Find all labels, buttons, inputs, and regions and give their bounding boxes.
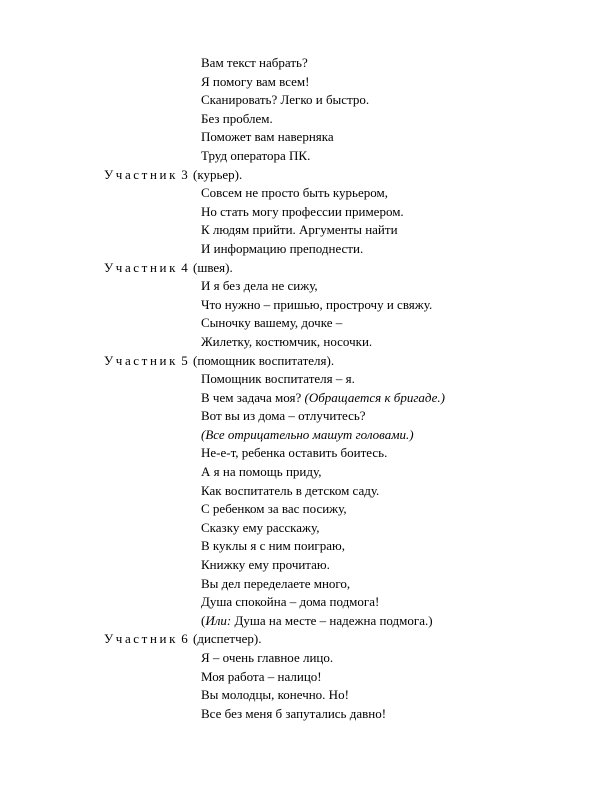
verse-text: Душа спокойна – дома подмога! bbox=[201, 594, 380, 610]
stage-direction: (Обращается к бригаде.) bbox=[304, 389, 445, 405]
verse-text: В чем задача моя? bbox=[201, 389, 305, 405]
speaker-name: Участник bbox=[104, 631, 178, 647]
verse-text: В куклы я с ним поиграю, bbox=[201, 538, 345, 554]
verse-line bbox=[0, 463, 612, 482]
verse-line bbox=[0, 184, 612, 203]
speaker-line bbox=[0, 166, 612, 185]
verse-line bbox=[0, 389, 612, 408]
verse-text: Вам текст набрать? bbox=[201, 55, 308, 70]
speaker-role: (помощник воспитателя). bbox=[193, 352, 335, 368]
speaker-line bbox=[0, 352, 612, 371]
verse-text: Книжку ему прочитаю. bbox=[201, 557, 330, 573]
verse-text: ( bbox=[201, 612, 206, 628]
verse-line bbox=[0, 110, 612, 129]
verse-text: Не-е-т, ребенка оставить боитесь. bbox=[201, 445, 388, 461]
verse-line bbox=[0, 407, 612, 426]
verse-line bbox=[0, 128, 612, 147]
speaker-line bbox=[0, 259, 612, 278]
verse-text: Жилетку, костюмчик, носочки. bbox=[201, 333, 373, 349]
verse-text: С ребенком за вас посижу, bbox=[201, 501, 347, 517]
verse-text: Помощник воспитателя – я. bbox=[201, 371, 355, 387]
verse-line bbox=[0, 73, 612, 92]
stage-direction: Или: bbox=[205, 612, 232, 628]
verse-text: Совсем не просто быть курьером, bbox=[201, 185, 388, 201]
verse-line bbox=[0, 91, 612, 110]
verse-text: Все без меня б запутались давно! bbox=[201, 705, 387, 721]
speaker-number: 3 bbox=[181, 166, 188, 182]
verse-text: Сканировать? Легко и быстро. bbox=[201, 92, 370, 108]
verse-line bbox=[0, 649, 612, 668]
verse-line bbox=[0, 333, 612, 352]
verse-line bbox=[0, 575, 612, 594]
verse-text: Сыночку вашему, дочке – bbox=[201, 315, 343, 331]
speaker-role: (курьер). bbox=[193, 166, 243, 182]
speaker-line bbox=[0, 630, 612, 649]
speaker-name: Участник bbox=[104, 166, 178, 182]
verse-text: И информацию преподнести. bbox=[201, 240, 364, 256]
verse-line bbox=[0, 593, 612, 612]
verse-text: Как воспитатель в детском саду. bbox=[201, 482, 380, 498]
verse-text: Труд оператора ПК. bbox=[201, 147, 311, 163]
speaker-number: 4 bbox=[181, 259, 188, 275]
verse-line bbox=[0, 519, 612, 538]
verse-line bbox=[0, 482, 612, 501]
verse-line bbox=[0, 686, 612, 705]
verse-text: Душа на месте – надежна подмога.) bbox=[231, 612, 433, 628]
verse-line bbox=[0, 370, 612, 389]
verse-line bbox=[0, 147, 612, 166]
verse-line bbox=[0, 54, 612, 73]
verse-text: Вы дел переделаете много, bbox=[201, 575, 351, 591]
speaker-role: (швея). bbox=[193, 259, 233, 275]
speaker-name: Участник bbox=[104, 352, 178, 368]
verse-text: Я – очень главное лицо. bbox=[201, 650, 334, 665]
speaker-role: (диспетчер). bbox=[193, 631, 262, 647]
verse-text: Поможет вам наверняка bbox=[201, 129, 334, 145]
verse-line bbox=[0, 612, 612, 631]
verse-line bbox=[0, 277, 612, 296]
verse-text: А я на помощь приду, bbox=[201, 464, 322, 480]
verse-line bbox=[0, 444, 612, 463]
verse-line bbox=[0, 556, 612, 575]
verse-text: Сказку ему расскажу, bbox=[201, 519, 320, 535]
script-text bbox=[0, 54, 612, 723]
verse-line bbox=[0, 537, 612, 556]
verse-line bbox=[0, 296, 612, 315]
verse-text: Я помогу вам всем! bbox=[201, 73, 310, 89]
stage-direction: (Все отрицательно машут головами.) bbox=[201, 426, 414, 442]
verse-line bbox=[0, 240, 612, 259]
verse-line bbox=[0, 426, 612, 445]
verse-line bbox=[0, 705, 612, 724]
verse-line bbox=[0, 203, 612, 222]
verse-text: Что нужно – пришью, прострочу и свяжу. bbox=[201, 296, 433, 312]
verse-text: Вы молодцы, конечно. Но! bbox=[201, 687, 349, 703]
verse-text: Моя работа – налицо! bbox=[201, 668, 322, 684]
verse-line bbox=[0, 500, 612, 519]
verse-line bbox=[0, 221, 612, 240]
speaker-number: 5 bbox=[181, 352, 188, 368]
verse-text: Вот вы из дома – отлучитесь? bbox=[201, 408, 366, 424]
speaker-number: 6 bbox=[181, 631, 188, 647]
verse-text: Без проблем. bbox=[201, 110, 273, 126]
verse-text: И я без дела не сижу, bbox=[201, 278, 318, 294]
verse-text: Но стать могу профессии примером. bbox=[201, 203, 404, 219]
verse-line bbox=[0, 314, 612, 333]
speaker-name: Участник bbox=[104, 259, 178, 275]
verse-line bbox=[0, 668, 612, 687]
verse-text: К людям прийти. Аргументы найти bbox=[201, 222, 398, 238]
